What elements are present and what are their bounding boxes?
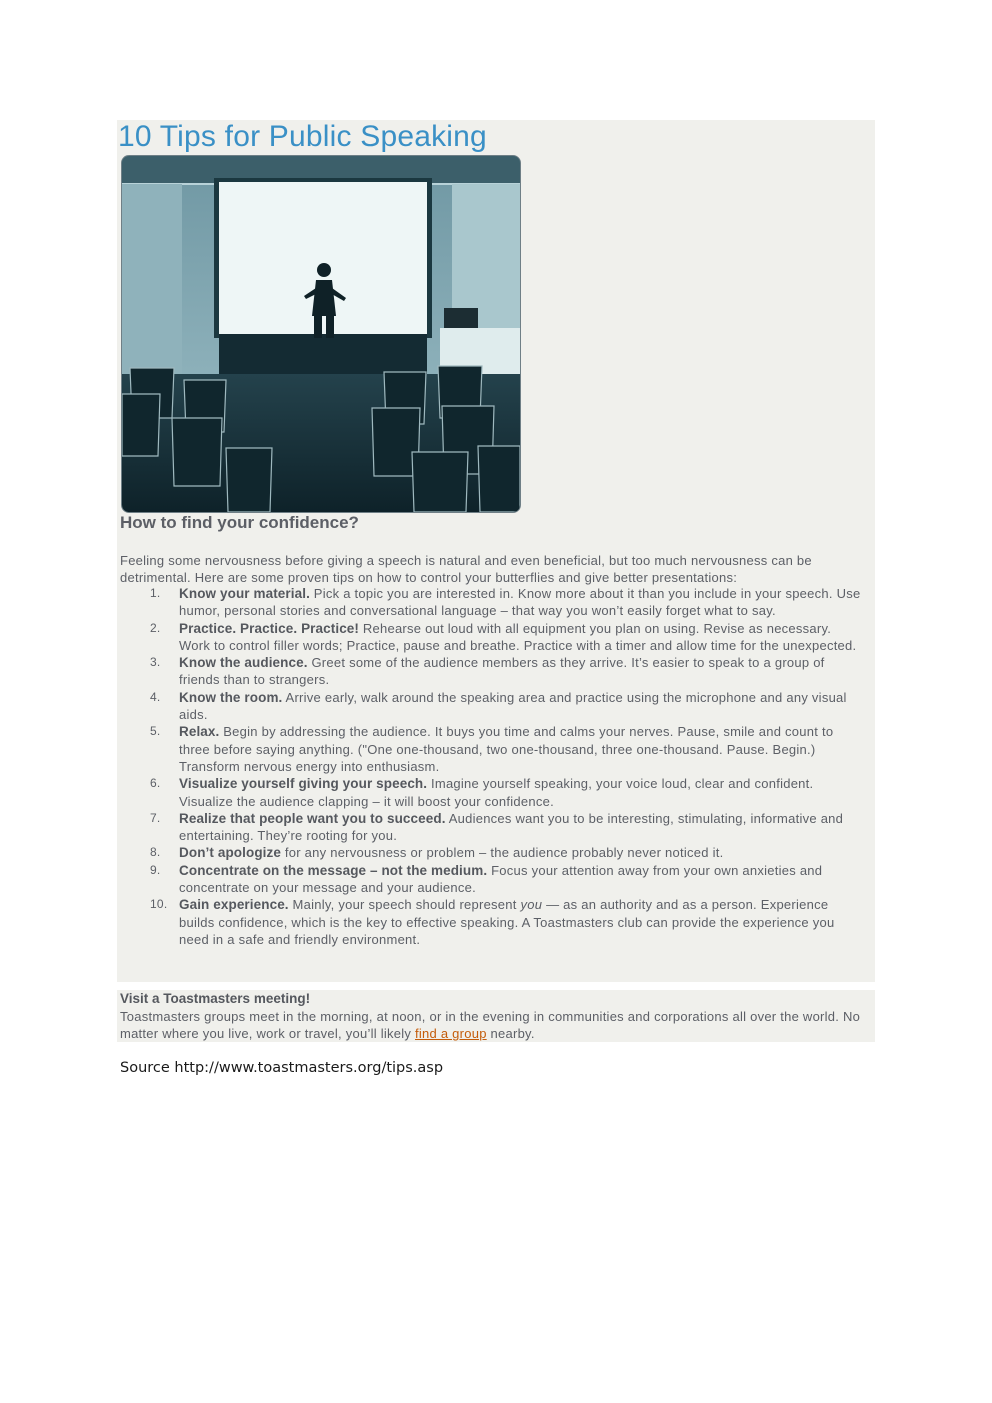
page-title: 10 Tips for Public Speaking: [118, 120, 487, 153]
list-item: [148, 896, 874, 948]
tip-text: — as an authority and as a person. Experience builds confidence, which is the key to effective speaking. A Toastmasters club can provide the experience you need in a safe and friendly environment.: [179, 897, 835, 947]
tip-text: Greet some of the audience members as they arrive. It’s easier to speak to a group of friends than to strangers.: [179, 655, 825, 688]
list-item: [148, 620, 874, 655]
tip-text: for any nervousness or problem – the audience probably never noticed it.: [281, 845, 724, 861]
tip-emphasis: you: [520, 897, 543, 913]
tip-title: Concentrate on the message – not the medium.: [179, 862, 488, 878]
visit-paragraph: [120, 1008, 872, 1042]
tips-list: [148, 585, 874, 948]
list-item: [148, 585, 874, 620]
list-item: [148, 689, 874, 724]
tip-text: Arrive early, walk around the speaking area and practice using the microphone and any visual aids.: [179, 689, 847, 723]
tip-text: Pick a topic you are interested in. Know more about it than you include in your speech. Use humor, personal stories and conversational language – that way you won’t easily forget what to say.: [179, 586, 861, 619]
list-number: 3.: [150, 655, 161, 670]
tip-title: Know your material.: [179, 586, 310, 601]
tip-text: Imagine yourself speaking, your voice loud, clear and confident. Visualize the audience clapping – it will boost your confidence.: [179, 776, 814, 809]
list-item: [148, 862, 874, 897]
list-number: 5.: [150, 724, 161, 739]
tip-title: Gain experience.: [179, 897, 289, 913]
list-item: [148, 810, 874, 845]
list-number: 9.: [150, 862, 161, 877]
list-item: [148, 723, 874, 775]
list-item: [148, 654, 874, 689]
section-heading: How to find your confidence?: [120, 513, 359, 532]
list-item: [148, 844, 874, 861]
tip-title: Relax.: [179, 724, 220, 740]
list-number: 10.: [150, 897, 168, 912]
tip-title: Realize that people want you to succeed.: [179, 810, 446, 826]
tip-title: Know the room.: [179, 689, 283, 705]
list-number: 6.: [150, 776, 161, 791]
tip-text: Begin by addressing the audience. It buys you time and calms your nerves. Pause, smile and count to three before saying anything. ("One one-thousand, two one-thousand, three one-thousand. Pause. Begin.) Transform nervous energy into enthusiasm.: [179, 724, 834, 774]
visit-text-after: nearby.: [486, 1026, 535, 1042]
find-group-link[interactable]: find a group: [415, 1026, 487, 1042]
tip-text: Audiences want you to be interesting, stimulating, informative and entertaining. They’re rooting for you.: [179, 810, 844, 844]
list-number: 8.: [150, 845, 161, 860]
speaker-photo: [121, 155, 521, 513]
visit-text: Toastmasters groups meet in the morning, at noon, or in the evening in communities and corporations all over the world. No matter where you live, work or travel, you’ll likely: [120, 1009, 861, 1042]
tip-title: Visualize yourself giving your speech.: [179, 776, 428, 792]
list-number: 7.: [150, 810, 161, 825]
list-number: 1.: [150, 586, 161, 600]
list-number: 2.: [150, 620, 161, 635]
tip-title: Practice. Practice. Practice!: [179, 620, 360, 636]
source-line: Source http://www.toastmasters.org/tips.asp: [120, 1060, 444, 1076]
intro-paragraph: Feeling some nervousness before giving a speech is natural and even beneficial, but too much nervousness can be detrimental. Here are some proven tips on how to control your butterflies and give better presentations:: [120, 553, 812, 586]
list-item: [148, 775, 874, 810]
tip-title: Know the audience.: [179, 655, 308, 671]
tip-text: Focus your attention away from your own anxieties and concentrate on your message and your audience.: [179, 862, 823, 896]
visit-heading: Visit a Toastmasters meeting!: [120, 991, 311, 1006]
tip-text: Rehearse out loud with all equipment you plan on using. Revise as necessary. Work to control filler words; Practice, pause and breathe. Practice with a timer and allow time for the unexpected.: [179, 620, 857, 653]
tip-title: Don’t apologize: [179, 845, 281, 861]
tip-text: Mainly, your speech should represent: [288, 897, 521, 913]
list-number: 4.: [150, 689, 161, 704]
